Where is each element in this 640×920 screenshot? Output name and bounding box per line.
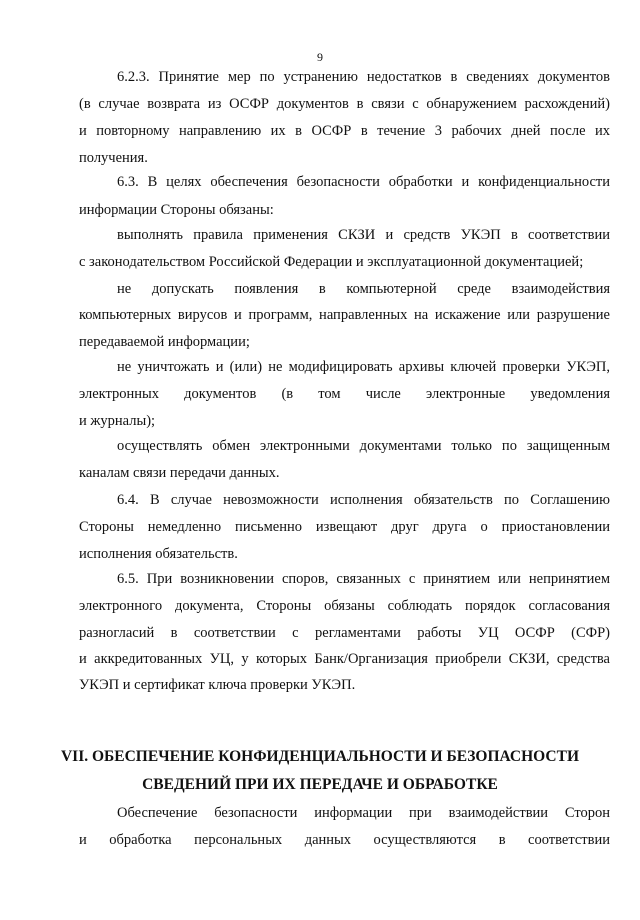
paragraph-line: не допускать появления в компьютерной среде взаимодействия xyxy=(117,281,610,297)
paragraph-line: и обработка персональных данных осуществляются в соответствии xyxy=(79,832,610,848)
paragraph-line: получения. xyxy=(79,150,148,166)
section-heading-line: VII. ОБЕСПЕЧЕНИЕ КОНФИДЕНЦИАЛЬНОСТИ И БЕЗОПАСНОСТИ xyxy=(60,748,580,765)
paragraph-line: и журналы); xyxy=(79,413,156,429)
paragraph-line: 6.5. При возникновении споров, связанных с принятием или непринятием xyxy=(117,571,610,587)
paragraph-line: осуществлять обмен электронными документами только по защищенным xyxy=(117,438,610,454)
paragraph-line: Стороны немедленно письменно извещают друг друга о приостановлении xyxy=(79,519,610,535)
paragraph-line: электронного документа, Стороны обязаны соблюдать порядок согласования xyxy=(79,598,610,614)
paragraph-line: (в случае возврата из ОСФР документов в связи с обнаружением расхождений) xyxy=(79,96,610,112)
paragraph-line: с законодательством Российской Федерации и эксплуатационной документацией; xyxy=(79,254,584,270)
paragraph-line: каналам связи передачи данных. xyxy=(79,465,280,481)
page-number: 9 xyxy=(317,50,323,64)
paragraph-line: 6.2.3. Принятие мер по устранению недостатков в сведениях документов xyxy=(117,69,610,85)
paragraph-line: Обеспечение безопасности информации при взаимодействии Сторон xyxy=(117,805,610,821)
paragraph-line: разногласий в соответствии с регламентами работы УЦ ОСФР (СФР) xyxy=(79,625,610,641)
paragraph-line: и повторному направлению их в ОСФР в течение 3 рабочих дней после их xyxy=(79,123,610,139)
paragraph-line: 6.4. В случае невозможности исполнения обязательств по Соглашению xyxy=(117,492,610,508)
paragraph-line: не уничтожать и (или) не модифицировать архивы ключей проверки УКЭП, xyxy=(117,359,610,375)
paragraph-line: исполнения обязательств. xyxy=(79,546,238,562)
paragraph-line: информации Стороны обязаны: xyxy=(79,202,274,218)
paragraph-line: выполнять правила применения СКЗИ и средств УКЭП в соответствии xyxy=(117,227,610,243)
paragraph-line: компьютерных вирусов и программ, направленных на искажение или разрушение xyxy=(79,307,610,323)
paragraph-line: электронных документов (в том числе электронные уведомления xyxy=(79,386,610,402)
section-heading-line: СВЕДЕНИЙ ПРИ ИХ ПЕРЕДАЧЕ И ОБРАБОТКЕ xyxy=(142,776,498,793)
paragraph-line: УКЭП и сертификат ключа проверки УКЭП. xyxy=(79,677,356,693)
paragraph-line: 6.3. В целях обеспечения безопасности обработки и конфиденциальности xyxy=(117,174,610,190)
paragraph-line: и аккредитованных УЦ, у которых Банк/Организация приобрели СКЗИ, средства xyxy=(79,651,610,667)
paragraph-line: передаваемой информации; xyxy=(79,334,250,350)
